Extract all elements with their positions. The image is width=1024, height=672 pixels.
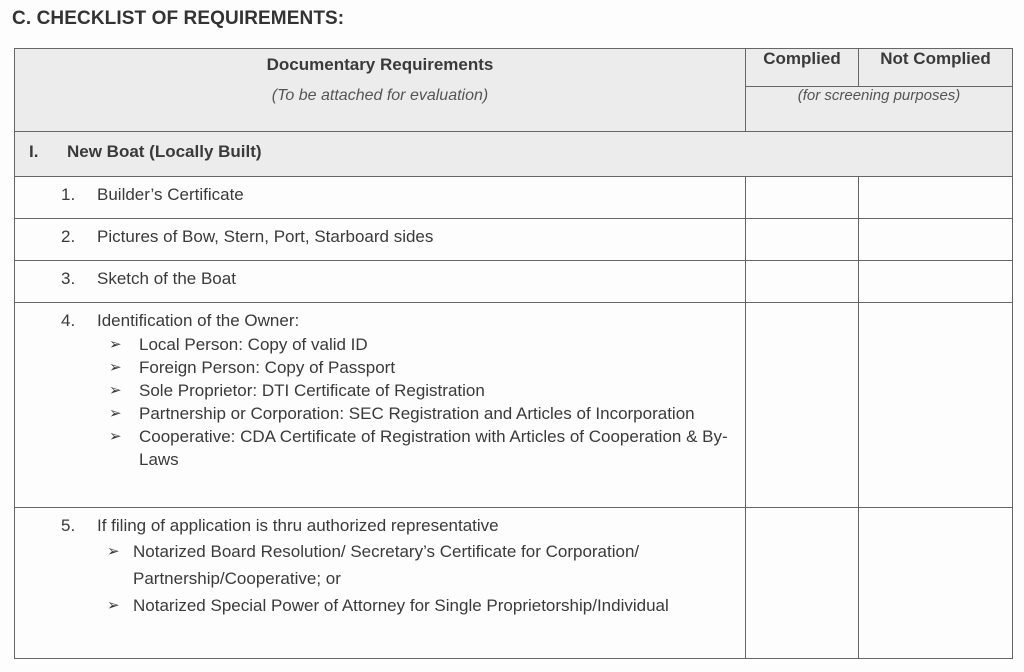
- section-title: New Boat (Locally Built): [67, 142, 262, 161]
- table-row: [15, 261, 1013, 303]
- table-row: [15, 177, 1013, 219]
- header-title: Documentary Requirements: [266, 55, 494, 74]
- requirements-table: [14, 48, 1013, 659]
- not-complied-header: Not Complied: [859, 49, 1013, 87]
- section-label: [15, 132, 1012, 162]
- requirement-item: [15, 219, 745, 247]
- section-number: I.: [29, 142, 39, 161]
- item-text: If filing of application is thru authorized representative: [97, 516, 499, 535]
- not-complied-checkbox-cell[interactable]: [859, 219, 1013, 261]
- requirement-cell: [15, 303, 746, 508]
- item-text: Identification of the Owner:: [97, 311, 300, 330]
- arrow-bullet-icon: ➢: [109, 382, 122, 399]
- not-complied-checkbox-cell[interactable]: [859, 508, 1013, 659]
- item-number: 2.: [61, 227, 76, 246]
- list-item: ➢ Cooperative: CDA Certificate of Registration with Articles of Cooperation & By-Laws: [109, 427, 728, 469]
- item-number: 1.: [61, 185, 76, 204]
- arrow-bullet-icon: ➢: [109, 359, 122, 376]
- arrow-bullet-icon: ➢: [107, 543, 120, 560]
- screening-note: (for screening purposes): [746, 86, 1013, 131]
- requirement-item: [15, 177, 745, 205]
- sub-list: [61, 333, 745, 471]
- list-item: ➢ Local Person: Copy of valid ID: [109, 335, 368, 354]
- arrow-bullet-icon: ➢: [107, 597, 120, 614]
- sub-list: [61, 538, 745, 619]
- item-text: Sketch of the Boat: [97, 269, 236, 288]
- item-number: 5.: [61, 516, 76, 535]
- not-complied-checkbox-cell[interactable]: [859, 261, 1013, 303]
- item-text: Builder’s Certificate: [97, 185, 244, 204]
- documentary-requirements-header: [15, 49, 746, 132]
- list-item: ➢ Foreign Person: Copy of Passport: [109, 358, 396, 377]
- item-text: Pictures of Bow, Stern, Port, Starboard sides: [97, 227, 434, 246]
- header-subtitle: (To be attached for evaluation): [271, 87, 489, 104]
- not-complied-checkbox-cell[interactable]: [859, 177, 1013, 219]
- requirement-item: [15, 508, 745, 536]
- arrow-bullet-icon: ➢: [109, 428, 122, 445]
- arrow-bullet-icon: ➢: [109, 336, 122, 353]
- requirement-cell: [15, 508, 746, 659]
- requirement-item: [15, 303, 745, 331]
- list-item: ➢ Notarized Special Power of Attorney for Single Proprietorship/Individual: [103, 592, 745, 619]
- item-number: 3.: [61, 269, 76, 288]
- table-header-row: [15, 49, 1013, 87]
- table-row: [15, 219, 1013, 261]
- complied-checkbox-cell[interactable]: [746, 303, 859, 508]
- requirement-cell: [15, 177, 746, 219]
- list-item: ➢ Notarized Board Resolution/ Secretary’s Certificate for Corporation/ Partnership/Cooperative; or: [103, 538, 745, 592]
- list-item: ➢ Partnership or Corporation: SEC Registration and Articles of Incorporation: [109, 404, 695, 423]
- table-row: [15, 508, 1013, 659]
- requirement-cell: [15, 219, 746, 261]
- complied-header: Complied: [746, 49, 859, 87]
- table-row: [15, 303, 1013, 508]
- arrow-bullet-icon: ➢: [109, 405, 122, 422]
- item-number: 4.: [61, 311, 76, 330]
- not-complied-checkbox-cell[interactable]: [859, 303, 1013, 508]
- complied-checkbox-cell[interactable]: [746, 219, 859, 261]
- complied-checkbox-cell[interactable]: [746, 261, 859, 303]
- section-heading: C. CHECKLIST OF REQUIREMENTS:: [12, 8, 345, 29]
- complied-checkbox-cell[interactable]: [746, 177, 859, 219]
- section-row: [15, 132, 1013, 177]
- list-item: ➢ Sole Proprietor: DTI Certificate of Registration: [109, 381, 485, 400]
- complied-checkbox-cell[interactable]: [746, 508, 859, 659]
- section-cell: [15, 132, 1013, 177]
- requirement-cell: [15, 261, 746, 303]
- requirement-item: [15, 261, 745, 289]
